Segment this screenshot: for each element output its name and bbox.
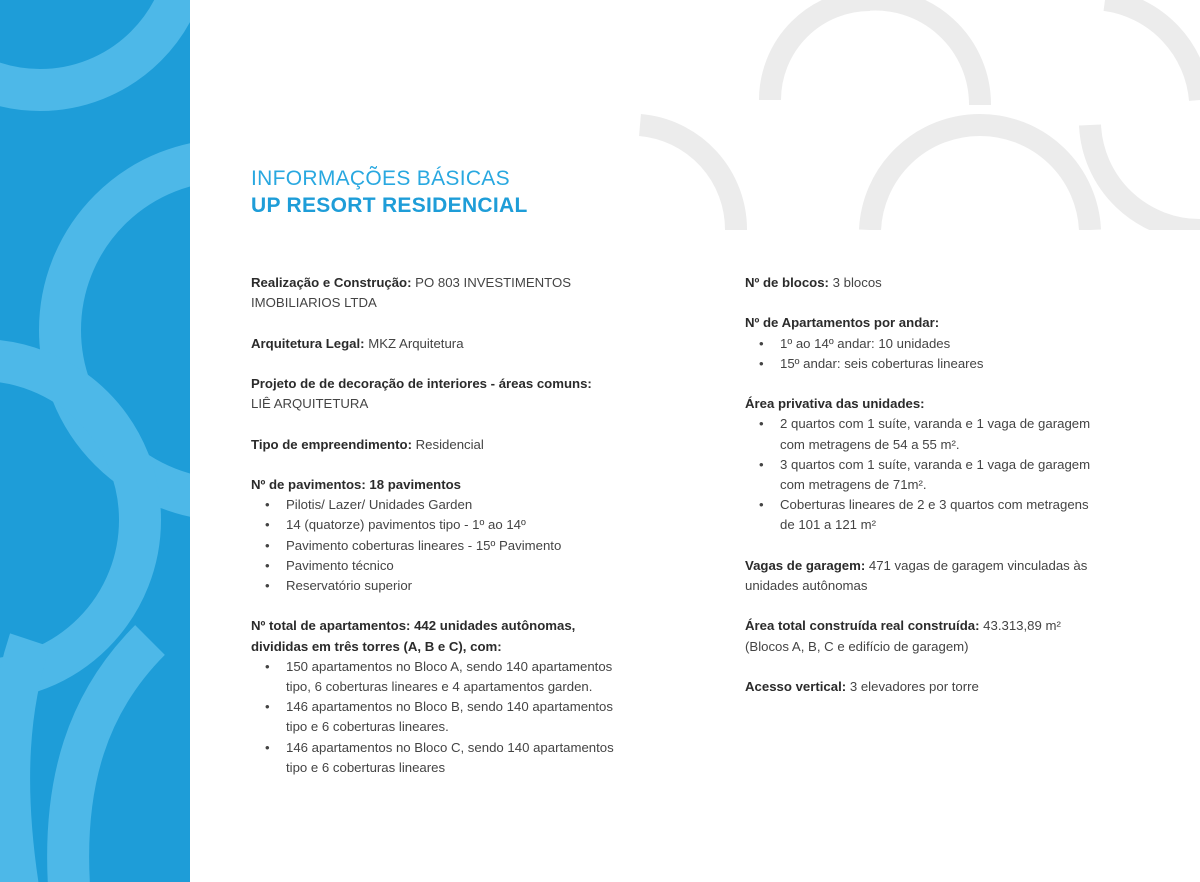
bullet-icon: • <box>265 497 270 513</box>
info-value: 43.313,89 m² (Blocos A, B, C e edifício de garagem) <box>745 618 1061 654</box>
info-label: Arquitetura Legal: <box>251 335 365 351</box>
list-item <box>251 738 631 778</box>
list-item-text: 150 apartamentos no Bloco A, sendo 140 apartamentos tipo, 6 coberturas lineares e 4 apartamentos garden. <box>286 658 613 694</box>
info-vagas <box>745 556 1105 596</box>
bullet-icon: • <box>265 557 270 573</box>
right-column <box>745 273 1105 697</box>
bullet-icon: • <box>759 416 764 432</box>
pavimentos-list <box>251 495 631 596</box>
info-label: Tipo de empreendimento: <box>251 436 412 452</box>
info-projeto <box>251 374 631 414</box>
bullet-icon: • <box>265 739 270 755</box>
list-item-text: Pavimento coberturas lineares - 15º Pavimento <box>286 537 562 553</box>
info-label: Nº total de apartamentos: 442 unidades autônomas, divididas em três torres (A, B e C), com: <box>251 618 576 654</box>
info-acesso <box>745 677 1105 697</box>
info-realizacao <box>251 273 631 313</box>
list-item-text: 14 (quatorze) pavimentos tipo - 1º ao 14º <box>286 517 526 533</box>
bullet-icon: • <box>759 335 764 351</box>
info-label: Projeto de de decoração de interiores - áreas comuns: <box>251 375 592 391</box>
area-privativa-list <box>745 414 1105 535</box>
apartamentos-list <box>251 657 631 778</box>
info-tipo <box>251 435 631 455</box>
bullet-icon: • <box>759 355 764 371</box>
info-label: Vagas de garagem: <box>745 557 866 573</box>
bullet-icon: • <box>759 456 764 472</box>
list-item <box>251 495 631 515</box>
info-value: 3 blocos <box>832 275 882 290</box>
bullet-icon: • <box>265 537 270 553</box>
list-item-text: Coberturas lineares de 2 e 3 quartos com metragens de 101 a 121 m² <box>780 497 1089 533</box>
info-arquitetura <box>251 334 631 354</box>
list-item-text: 146 apartamentos no Bloco B, sendo 140 apartamentos tipo e 6 coberturas lineares. <box>286 699 613 735</box>
list-item <box>251 515 631 535</box>
bullet-icon: • <box>265 577 270 593</box>
list-item-text: Reservatório superior <box>286 577 413 593</box>
left-column <box>251 273 631 778</box>
info-area-total <box>745 616 1105 656</box>
list-item-text: 15º andar: seis coberturas lineares <box>780 355 984 371</box>
info-label: Nº de pavimentos: 18 pavimentos <box>251 476 462 492</box>
sidebar-ornament <box>0 0 190 882</box>
list-item-text: 1º ao 14º andar: 10 unidades <box>780 335 951 351</box>
list-item <box>745 455 1105 495</box>
info-value: 3 elevadores por torre <box>849 678 979 694</box>
bullet-icon: • <box>265 658 270 674</box>
info-label: Nº de blocos: <box>745 275 829 290</box>
sidebar-banner <box>0 0 190 882</box>
list-item <box>251 657 631 697</box>
apto-andar-list <box>745 334 1105 374</box>
bullet-icon: • <box>265 517 270 533</box>
info-apto-andar <box>745 313 1105 374</box>
info-value: LIÊ ARQUITETURA <box>251 396 369 412</box>
list-item <box>251 536 631 556</box>
bullet-icon: • <box>759 497 764 513</box>
info-apartamentos <box>251 616 631 778</box>
list-item <box>251 556 631 576</box>
info-value: PO 803 INVESTIMENTOS IMOBILIARIOS LTDA <box>251 275 572 311</box>
bullet-icon: • <box>265 699 270 715</box>
page-heading <box>251 165 528 219</box>
list-item <box>251 697 631 737</box>
list-item-text: Pavimento técnico <box>286 557 394 573</box>
decorative-arcs <box>620 0 1200 230</box>
info-value: MKZ Arquitetura <box>368 335 464 351</box>
list-item-text: 3 quartos com 1 suíte, varanda e 1 vaga de garagem com metragens de 71m². <box>780 456 1091 492</box>
info-label: Acesso vertical: <box>745 678 847 694</box>
list-item <box>251 576 631 596</box>
info-value: 471 vagas de garagem vinculadas às unidades autônomas <box>745 557 1088 593</box>
list-item <box>745 414 1105 454</box>
info-label: Área privativa das unidades: <box>745 396 925 412</box>
heading-line1: INFORMAÇÕES BÁSICAS <box>251 167 510 190</box>
info-label: Realização e Construção: <box>251 275 412 290</box>
list-item <box>745 334 1105 354</box>
info-blocos <box>745 273 1105 293</box>
info-label: Área total construída real construída: <box>745 618 980 634</box>
info-area-privativa <box>745 394 1105 535</box>
info-pavimentos <box>251 475 631 596</box>
list-item-text: Pilotis/ Lazer/ Unidades Garden <box>286 497 473 513</box>
info-value: Residencial <box>415 436 484 452</box>
heading-line2: UP RESORT RESIDENCIAL <box>251 194 528 217</box>
info-label: Nº de Apartamentos por andar: <box>745 315 940 331</box>
list-item <box>745 354 1105 374</box>
list-item-text: 2 quartos com 1 suíte, varanda e 1 vaga de garagem com metragens de 54 a 55 m². <box>780 416 1091 452</box>
list-item-text: 146 apartamentos no Bloco C, sendo 140 apartamentos tipo e 6 coberturas lineares <box>286 739 614 775</box>
list-item <box>745 495 1105 535</box>
